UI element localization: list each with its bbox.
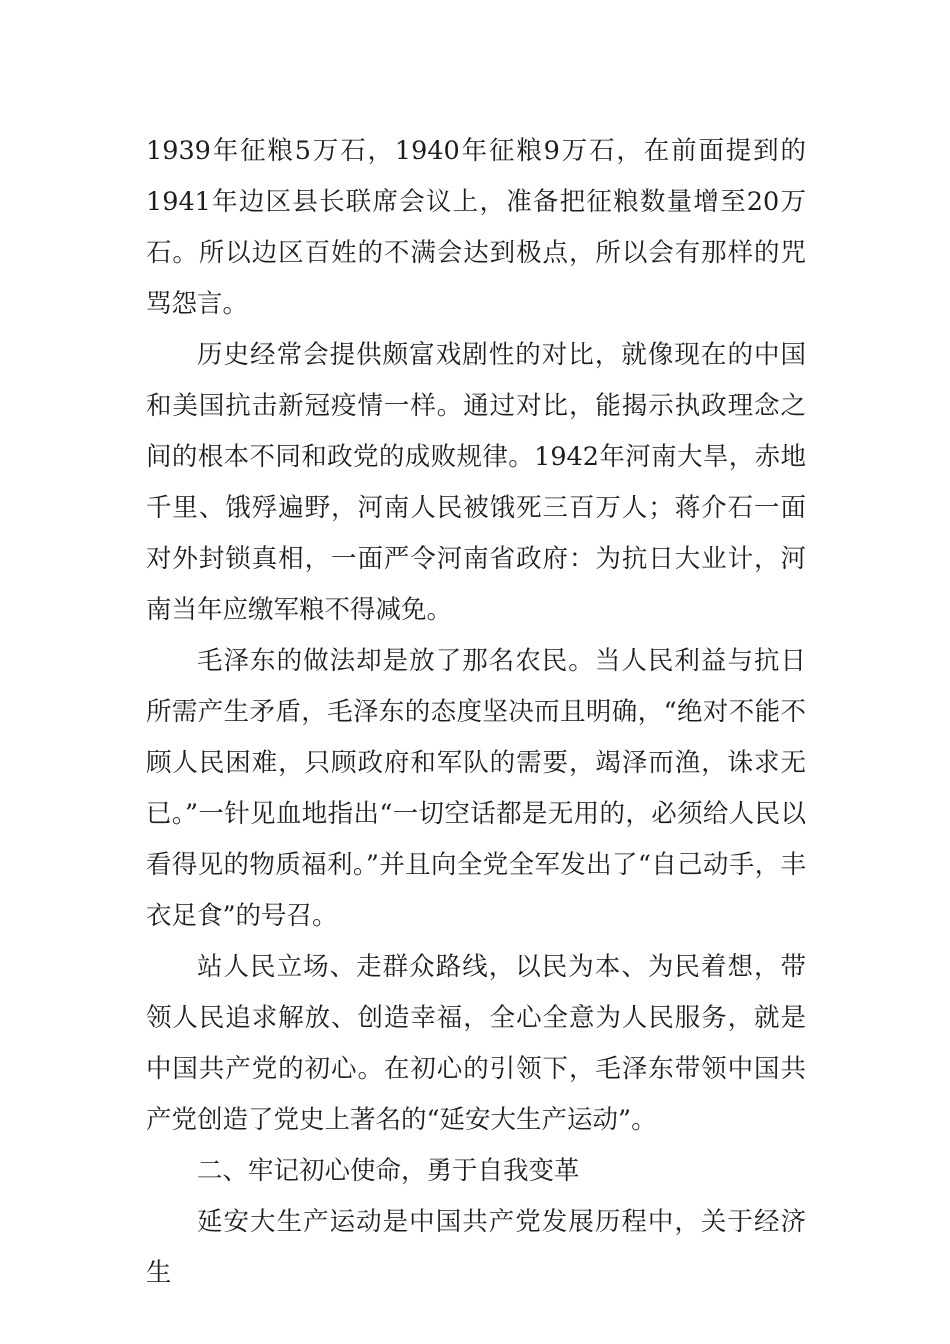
paragraph-1: 1939年征粮5万石，1940年征粮9万石，在前面提到的1941年边区县长联席会议上，准备把征粮数量增至20万石。所以边区百姓的不满会达到极点，所以会有那样的咒骂怨言。	[146, 136, 806, 319]
document-body	[146, 126, 806, 1299]
paragraph-4: 站人民立场、走群众路线，以民为本、为民着想，带领人民追求解放、创造幸福，全心全意为人民服务，就是中国共产党的初心。在初心的引领下，毛泽东带领中国共产党创造了党史上著名的“延安大生产运动”。	[146, 952, 806, 1135]
paragraph-3: 毛泽东的做法却是放了那名农民。当人民利益与抗日所需产生矛盾，毛泽东的态度坚决而且明确，“绝对不能不顾人民困难，只顾政府和军队的需要，竭泽而渔，诛求无已。”一针见血地指出“一切空话都是无用的，必须给人民以看得见的物质福利。”并且向全党全军发出了“自己动手，丰衣足食”的号召。	[146, 646, 806, 931]
paragraph-2: 历史经常会提供颇富戏剧性的对比，就像现在的中国和美国抗击新冠疫情一样。通过对比，能揭示执政理念之间的根本不同和政党的成败规律。1942年河南大旱，赤地千里、饿殍遍野，河南人民被饿死三百万人；蒋介石一面对外封锁真相，一面严令河南省政府：为抗日大业计，河南当年应缴军粮不得减免。	[146, 340, 806, 625]
paragraph-5: 延安大生产运动是中国共产党发展历程中，关于经济生	[146, 1207, 806, 1288]
section-heading: 二、牢记初心使命，勇于自我变革	[197, 1156, 580, 1186]
